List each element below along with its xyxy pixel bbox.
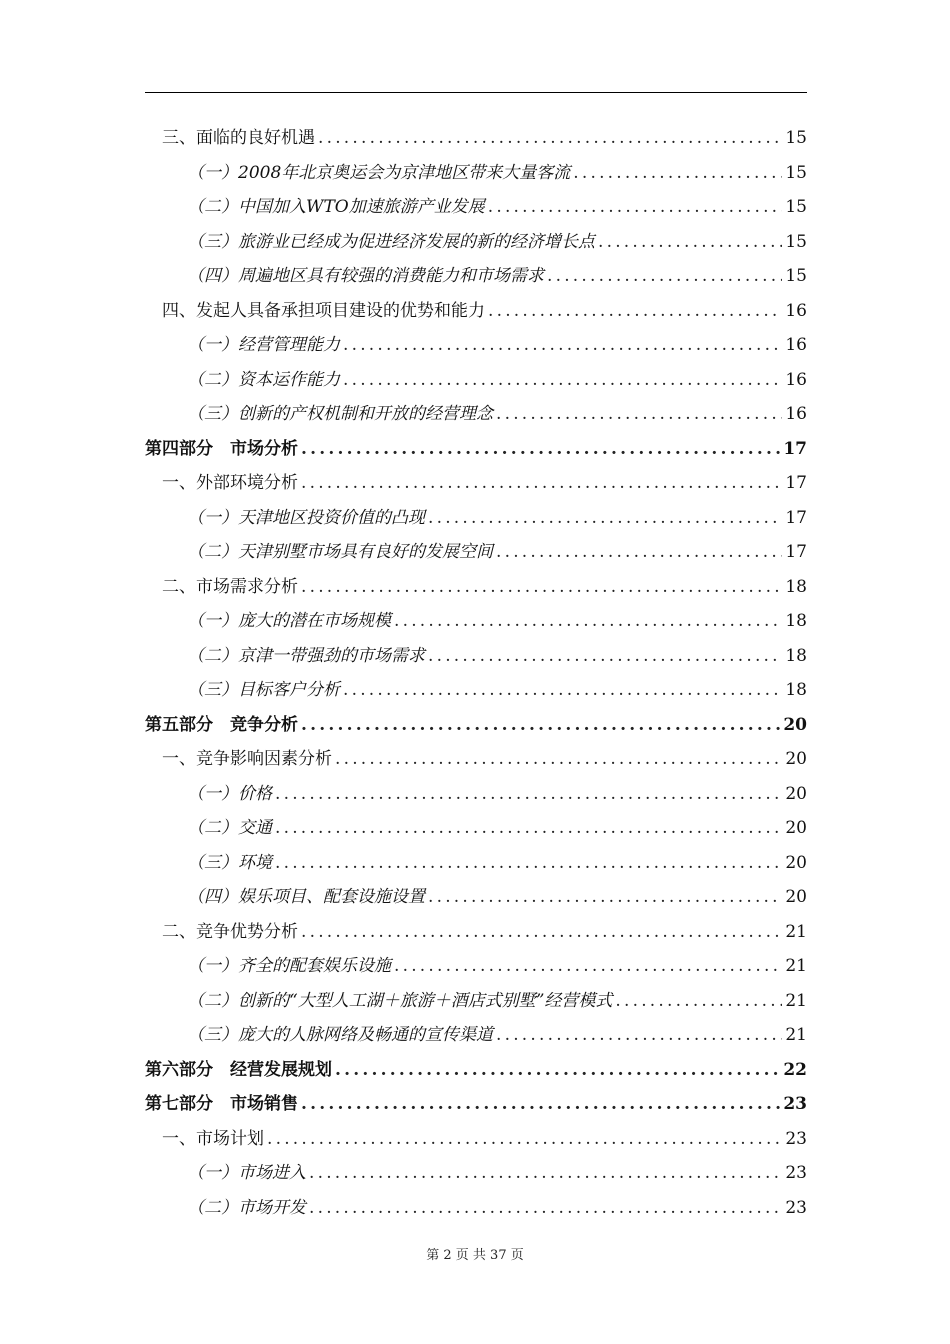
toc-entry-title: （二）资本运作能力 (187, 369, 340, 390)
toc-entry-title: （三）创新的产权机制和开放的经营理念 (187, 404, 493, 424)
toc-entry-title: 三、面临的良好机遇 (162, 128, 315, 148)
dot-leader (573, 156, 782, 191)
toc-entry[interactable] (145, 811, 807, 846)
toc-entry[interactable] (145, 1018, 807, 1053)
dot-leader (301, 708, 780, 743)
toc-entry-page: 18 (785, 611, 807, 631)
dot-leader (488, 190, 783, 225)
toc-entry[interactable] (145, 363, 807, 398)
toc-entry-page: 15 (785, 231, 807, 252)
toc-entry[interactable] (145, 1191, 807, 1226)
page-footer: 第 2 页 共 37 页 (426, 1248, 524, 1263)
toc-entry-title: （一）价格 (187, 783, 272, 804)
toc-entry[interactable] (145, 949, 807, 984)
toc-entry-page: 20 (785, 887, 807, 907)
toc-entry-page: 16 (785, 335, 807, 355)
toc-entry[interactable] (145, 1122, 807, 1157)
toc-entry-page: 21 (785, 956, 807, 976)
toc-entry-page: 23 (783, 1094, 807, 1114)
toc-entry[interactable] (145, 294, 807, 329)
toc-entry[interactable] (145, 156, 807, 191)
dot-leader (318, 121, 782, 156)
toc-entry-page: 22 (783, 1059, 807, 1080)
toc-entry-page: 16 (785, 404, 807, 424)
toc-entry-title: （一）庞大的潜在市场规模 (187, 611, 391, 631)
toc-entry[interactable] (145, 777, 807, 812)
toc-entry-title: 第六部分 经营发展规划 (145, 1059, 332, 1080)
dot-leader (615, 984, 782, 1019)
toc-entry-page: 20 (785, 749, 807, 769)
toc-entry-title: 二、竞争优势分析 (162, 921, 298, 942)
toc-entry-title: （二）天津别墅市场具有良好的发展空间 (187, 542, 493, 562)
toc-entry-page: 15 (785, 128, 807, 148)
toc-entry[interactable] (145, 190, 807, 225)
toc-entry-title: （二）创新的“大型人工湖＋旅游＋酒店式别墅”经营模式 (187, 990, 613, 1011)
toc-entry[interactable] (145, 1087, 807, 1122)
dot-leader (335, 742, 782, 777)
toc-entry-page: 20 (785, 783, 807, 804)
dot-leader (428, 880, 782, 915)
toc-entry-title: （三）庞大的人脉网络及畅通的宣传渠道 (187, 1025, 493, 1045)
dot-leader (301, 466, 782, 501)
toc-entry[interactable] (145, 501, 807, 536)
toc-entry-title: （一）天津地区投资价值的凸现 (187, 507, 425, 528)
toc-entry-page: 18 (785, 680, 807, 700)
toc-entry-page: 16 (785, 369, 807, 390)
toc-entry[interactable] (145, 225, 807, 260)
toc-entry-page: 20 (785, 852, 807, 873)
toc-entry-title: （一）齐全的配套娱乐设施 (187, 956, 391, 976)
toc-entry[interactable] (145, 880, 807, 915)
toc-entry-title: （二）中国加入WTO加速旅游产业发展 (187, 197, 485, 217)
toc-entry-page: 17 (785, 473, 807, 493)
toc-entry-title: 一、竞争影响因素分析 (162, 749, 332, 769)
toc-entry[interactable] (145, 673, 807, 708)
dot-leader (547, 259, 782, 294)
toc-entry-page: 23 (785, 1163, 807, 1183)
dot-leader (394, 604, 782, 639)
toc-entry-page: 16 (785, 300, 807, 321)
toc-entry[interactable] (145, 604, 807, 639)
toc-entry-page: 21 (785, 1025, 807, 1045)
toc-entry-page: 17 (785, 542, 807, 562)
dot-leader (309, 1156, 782, 1191)
toc-entry-page: 20 (783, 714, 807, 735)
dot-leader (301, 570, 782, 605)
toc-entry[interactable] (145, 639, 807, 674)
toc-entry-title: 第四部分 市场分析 (145, 438, 298, 459)
toc-entry[interactable] (145, 259, 807, 294)
toc-entry-page: 21 (785, 990, 807, 1011)
toc-entry-title: （三）目标客户分析 (187, 680, 340, 700)
dot-leader (343, 673, 782, 708)
dot-leader (394, 949, 782, 984)
dot-leader (496, 535, 782, 570)
toc-entry-page: 23 (785, 1197, 807, 1218)
toc-entry-page: 15 (785, 197, 807, 217)
dot-leader (301, 432, 780, 467)
dot-leader (343, 363, 782, 398)
dot-leader (275, 811, 782, 846)
toc-entry[interactable] (145, 1053, 807, 1088)
dot-leader (598, 225, 782, 260)
dot-leader (496, 1018, 782, 1053)
toc-entry[interactable] (145, 397, 807, 432)
toc-entry-page: 15 (785, 162, 807, 183)
toc-entry-page: 20 (785, 818, 807, 838)
dot-leader (428, 501, 782, 536)
toc-entry-title: 二、市场需求分析 (162, 576, 298, 597)
toc-entry[interactable] (145, 570, 807, 605)
toc-entry-title: 第五部分 竞争分析 (145, 714, 298, 735)
dot-leader (267, 1122, 782, 1157)
toc-entry-page: 18 (785, 576, 807, 597)
dot-leader (496, 397, 782, 432)
toc-entry-title: 四、发起人具备承担项目建设的优势和能力 (162, 300, 485, 321)
toc-entry-title: 一、市场计划 (162, 1128, 264, 1149)
toc-entry-title: （四）娱乐项目、配套设施设置 (187, 887, 425, 907)
toc-entry-title: （二）市场开发 (187, 1197, 306, 1218)
toc-entry-title: 一、外部环境分析 (162, 473, 298, 493)
dot-leader (275, 777, 782, 812)
toc-entry[interactable] (145, 915, 807, 950)
toc-entry[interactable] (145, 121, 807, 156)
toc-entry-title: （三）环境 (187, 852, 272, 873)
toc-entry[interactable] (145, 846, 807, 881)
toc-entry[interactable] (145, 742, 807, 777)
toc-entry-title: 第七部分 市场销售 (145, 1094, 298, 1114)
toc-entry-page: 17 (785, 507, 807, 528)
toc-entry-title: （三）旅游业已经成为促进经济发展的新的经济增长点 (187, 231, 595, 252)
dot-leader (428, 639, 782, 674)
toc-entry[interactable] (145, 466, 807, 501)
toc-entry[interactable] (145, 432, 807, 467)
dot-leader (488, 294, 782, 329)
toc-entry[interactable] (145, 535, 807, 570)
toc-entry-title: （一）经营管理能力 (187, 335, 340, 355)
toc-entry-page: 18 (785, 645, 807, 666)
dot-leader (343, 328, 782, 363)
toc-entry-page: 21 (785, 921, 807, 942)
dot-leader (301, 915, 782, 950)
header-rule (145, 92, 807, 93)
toc-entry[interactable] (145, 328, 807, 363)
toc-entry[interactable] (145, 984, 807, 1019)
table-of-contents (145, 121, 807, 1225)
toc-entry-title: （二）交通 (187, 818, 272, 838)
toc-entry-page: 15 (785, 266, 807, 286)
toc-entry[interactable] (145, 708, 807, 743)
toc-entry-title: （四）周遍地区具有较强的消费能力和市场需求 (187, 266, 544, 286)
toc-entry-title: （二）京津一带强劲的市场需求 (187, 645, 425, 666)
dot-leader (309, 1191, 782, 1226)
toc-entry-page: 17 (783, 438, 807, 459)
dot-leader (335, 1053, 780, 1088)
toc-entry[interactable] (145, 1156, 807, 1191)
dot-leader (275, 846, 782, 881)
dot-leader (301, 1087, 780, 1122)
toc-entry-page: 23 (785, 1128, 807, 1149)
toc-entry-title: （一）市场进入 (187, 1163, 306, 1183)
toc-entry-title: （一）2008年北京奥运会为京津地区带来大量客流 (187, 162, 571, 183)
